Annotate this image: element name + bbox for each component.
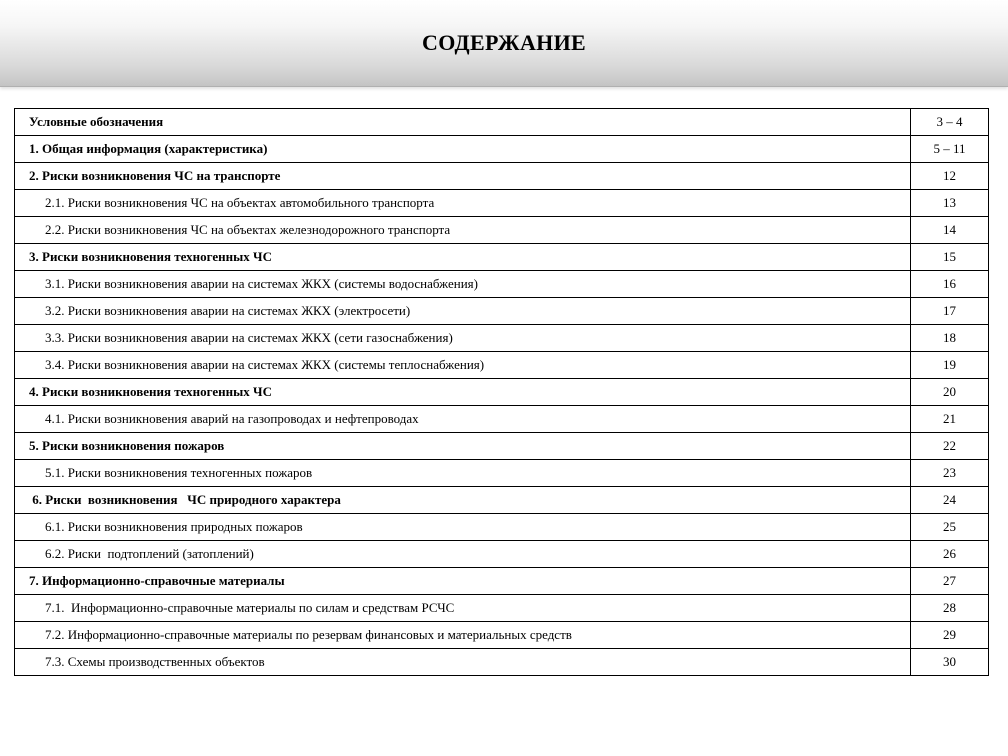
toc-page-number: 30 — [911, 649, 989, 676]
toc-page-number: 14 — [911, 217, 989, 244]
toc-entry: 2. Риски возникновения ЧС на транспорте — [15, 163, 911, 190]
toc-page-number: 25 — [911, 514, 989, 541]
toc-row — [15, 325, 989, 352]
toc-page-number: 29 — [911, 622, 989, 649]
toc-row — [15, 460, 989, 487]
toc-row — [15, 514, 989, 541]
toc-page-number: 15 — [911, 244, 989, 271]
toc-entry: 3.4. Риски возникновения аварии на системах ЖКХ (системы теплоснабжения) — [15, 352, 911, 379]
toc-entry: 5. Риски возникновения пожаров — [15, 433, 911, 460]
toc-page-number: 12 — [911, 163, 989, 190]
toc-row — [15, 487, 989, 514]
toc-row — [15, 541, 989, 568]
toc-row — [15, 244, 989, 271]
toc-entry: 3.2. Риски возникновения аварии на системах ЖКХ (электросети) — [15, 298, 911, 325]
toc-entry: 3.1. Риски возникновения аварии на системах ЖКХ (системы водоснабжения) — [15, 271, 911, 298]
toc-page-number: 18 — [911, 325, 989, 352]
toc-row — [15, 568, 989, 595]
toc-entry: 6. Риски возникновения ЧС природного характера — [15, 487, 911, 514]
toc-row — [15, 433, 989, 460]
toc-row — [15, 379, 989, 406]
toc-row — [15, 271, 989, 298]
toc-page-number: 23 — [911, 460, 989, 487]
toc-entry: 7. Информационно-справочные материалы — [15, 568, 911, 595]
toc-row — [15, 190, 989, 217]
toc-entry: 6.2. Риски подтоплений (затоплений) — [15, 541, 911, 568]
toc-entry: 3. Риски возникновения техногенных ЧС — [15, 244, 911, 271]
toc-page-number: 27 — [911, 568, 989, 595]
toc-row — [15, 298, 989, 325]
toc-row — [15, 136, 989, 163]
toc-entry: 1. Общая информация (характеристика) — [15, 136, 911, 163]
toc-entry: 2.2. Риски возникновения ЧС на объектах железнодорожного транспорта — [15, 217, 911, 244]
toc-row — [15, 406, 989, 433]
toc-entry: 3.3. Риски возникновения аварии на системах ЖКХ (сети газоснабжения) — [15, 325, 911, 352]
toc-page-number: 17 — [911, 298, 989, 325]
toc-page-number: 19 — [911, 352, 989, 379]
toc-entry: 6.1. Риски возникновения природных пожаров — [15, 514, 911, 541]
toc-row — [15, 352, 989, 379]
toc-page-number: 13 — [911, 190, 989, 217]
toc-page-number: 22 — [911, 433, 989, 460]
toc-row — [15, 109, 989, 136]
toc-row — [15, 595, 989, 622]
toc-entry: 2.1. Риски возникновения ЧС на объектах автомобильного транспорта — [15, 190, 911, 217]
toc-page-number: 16 — [911, 271, 989, 298]
page-title: СОДЕРЖАНИЕ — [422, 30, 586, 55]
toc-row — [15, 649, 989, 676]
toc-entry: Условные обозначения — [15, 109, 911, 136]
toc-page-number: 28 — [911, 595, 989, 622]
contents-table — [14, 108, 989, 676]
toc-entry: 4. Риски возникновения техногенных ЧС — [15, 379, 911, 406]
toc-page-number: 3 – 4 — [911, 109, 989, 136]
toc-page-number: 26 — [911, 541, 989, 568]
toc-entry: 4.1. Риски возникновения аварий на газопроводах и нефтепроводах — [15, 406, 911, 433]
toc-page-number: 24 — [911, 487, 989, 514]
toc-entry: 7.3. Схемы производственных объектов — [15, 649, 911, 676]
toc-page-number: 21 — [911, 406, 989, 433]
toc-row — [15, 163, 989, 190]
toc-entry: 7.2. Информационно-справочные материалы по резервам финансовых и материальных средств — [15, 622, 911, 649]
toc-row — [15, 217, 989, 244]
toc-page-number: 5 – 11 — [911, 136, 989, 163]
toc-entry: 7.1. Информационно-справочные материалы по силам и средствам РСЧС — [15, 595, 911, 622]
toc-entry: 5.1. Риски возникновения техногенных пожаров — [15, 460, 911, 487]
toc-row — [15, 622, 989, 649]
toc-page-number: 20 — [911, 379, 989, 406]
